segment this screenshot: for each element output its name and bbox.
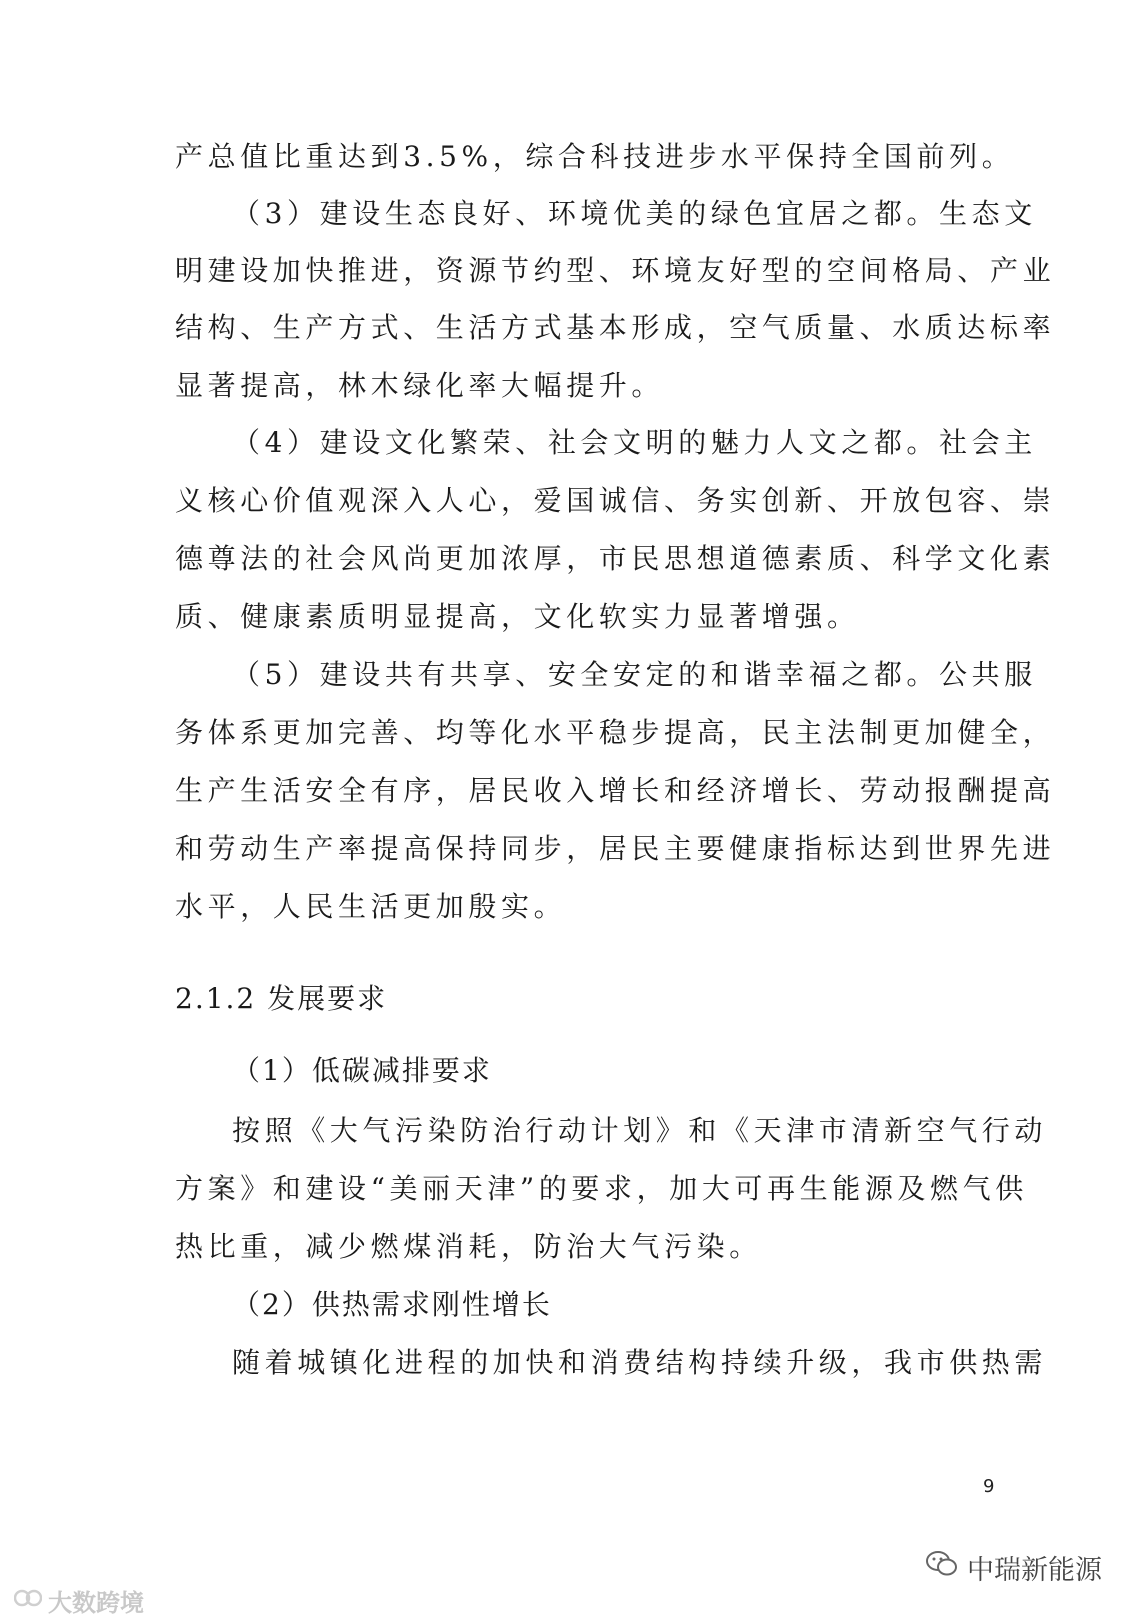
- text-line: （4）建设文化繁荣、社会文明的魅力人文之都。社会主: [232, 426, 1037, 459]
- section-number: 2.1.2: [175, 982, 257, 1015]
- text-line: 显著提高，林木绿化率大幅提升。: [175, 369, 665, 402]
- text-line: 务体系更加完善、均等化水平稳步提高，民主法制更加健全，: [175, 716, 1056, 749]
- text-line: （3）建设生态良好、环境优美的绿色宜居之都。生态文: [232, 197, 1037, 230]
- text-line: 产总值比重达到3.5%，综合科技进步水平保持全国前列。: [175, 140, 1015, 173]
- wechat-icon: [925, 1550, 959, 1585]
- text-line: 德尊法的社会风尚更加浓厚，市民思想道德素质、科学文化素: [175, 542, 1056, 575]
- text-line: 义核心价值观深入人心，爱国诚信、务实创新、开放包容、崇: [175, 484, 1056, 517]
- text-line: 热比重，减少燃煤消耗，防治大气污染。: [175, 1230, 762, 1263]
- section-title: 发展要求: [267, 982, 388, 1015]
- text-line: 明建设加快推进，资源节约型、环境友好型的空间格局、产业: [175, 254, 1056, 287]
- text-line: 质、健康素质明显提高，文化软实力显著增强。: [175, 600, 860, 633]
- text-line: 生产生活安全有序，居民收入增长和经济增长、劳动报酬提高: [175, 774, 1056, 807]
- section-heading: [175, 982, 387, 1016]
- watermark-left: [14, 1583, 144, 1618]
- text-line: 和劳动生产率提高保持同步，居民主要健康指标达到世界先进: [175, 832, 1056, 865]
- watermark-left-text: 大数跨境: [48, 1589, 144, 1617]
- text-line: 按照《大气污染防治行动计划》和《天津市清新空气行动: [232, 1114, 1048, 1147]
- logo-icon: [14, 1587, 42, 1615]
- text-line: 随着城镇化进程的加快和消费结构持续升级，我市供热需: [232, 1346, 1048, 1379]
- text-line: 结构、生产方式、生活方式基本形成，空气质量、水质达标率: [175, 311, 1056, 344]
- watermark-right: [925, 1548, 1102, 1587]
- item-heading: （1）低碳减排要求: [232, 1054, 492, 1087]
- watermark-right-text: 中瑞新能源: [967, 1555, 1102, 1586]
- item-heading: （2）供热需求刚性增长: [232, 1288, 552, 1321]
- text-line: 水平，人民生活更加殷实。: [175, 890, 567, 923]
- text-line: （5）建设共有共享、安全安定的和谐幸福之都。公共服: [232, 658, 1037, 691]
- page-number: 9: [983, 1476, 995, 1497]
- text-line: 方案》和建设“美丽天津”的要求，加大可再生能源及燃气供: [175, 1172, 1028, 1205]
